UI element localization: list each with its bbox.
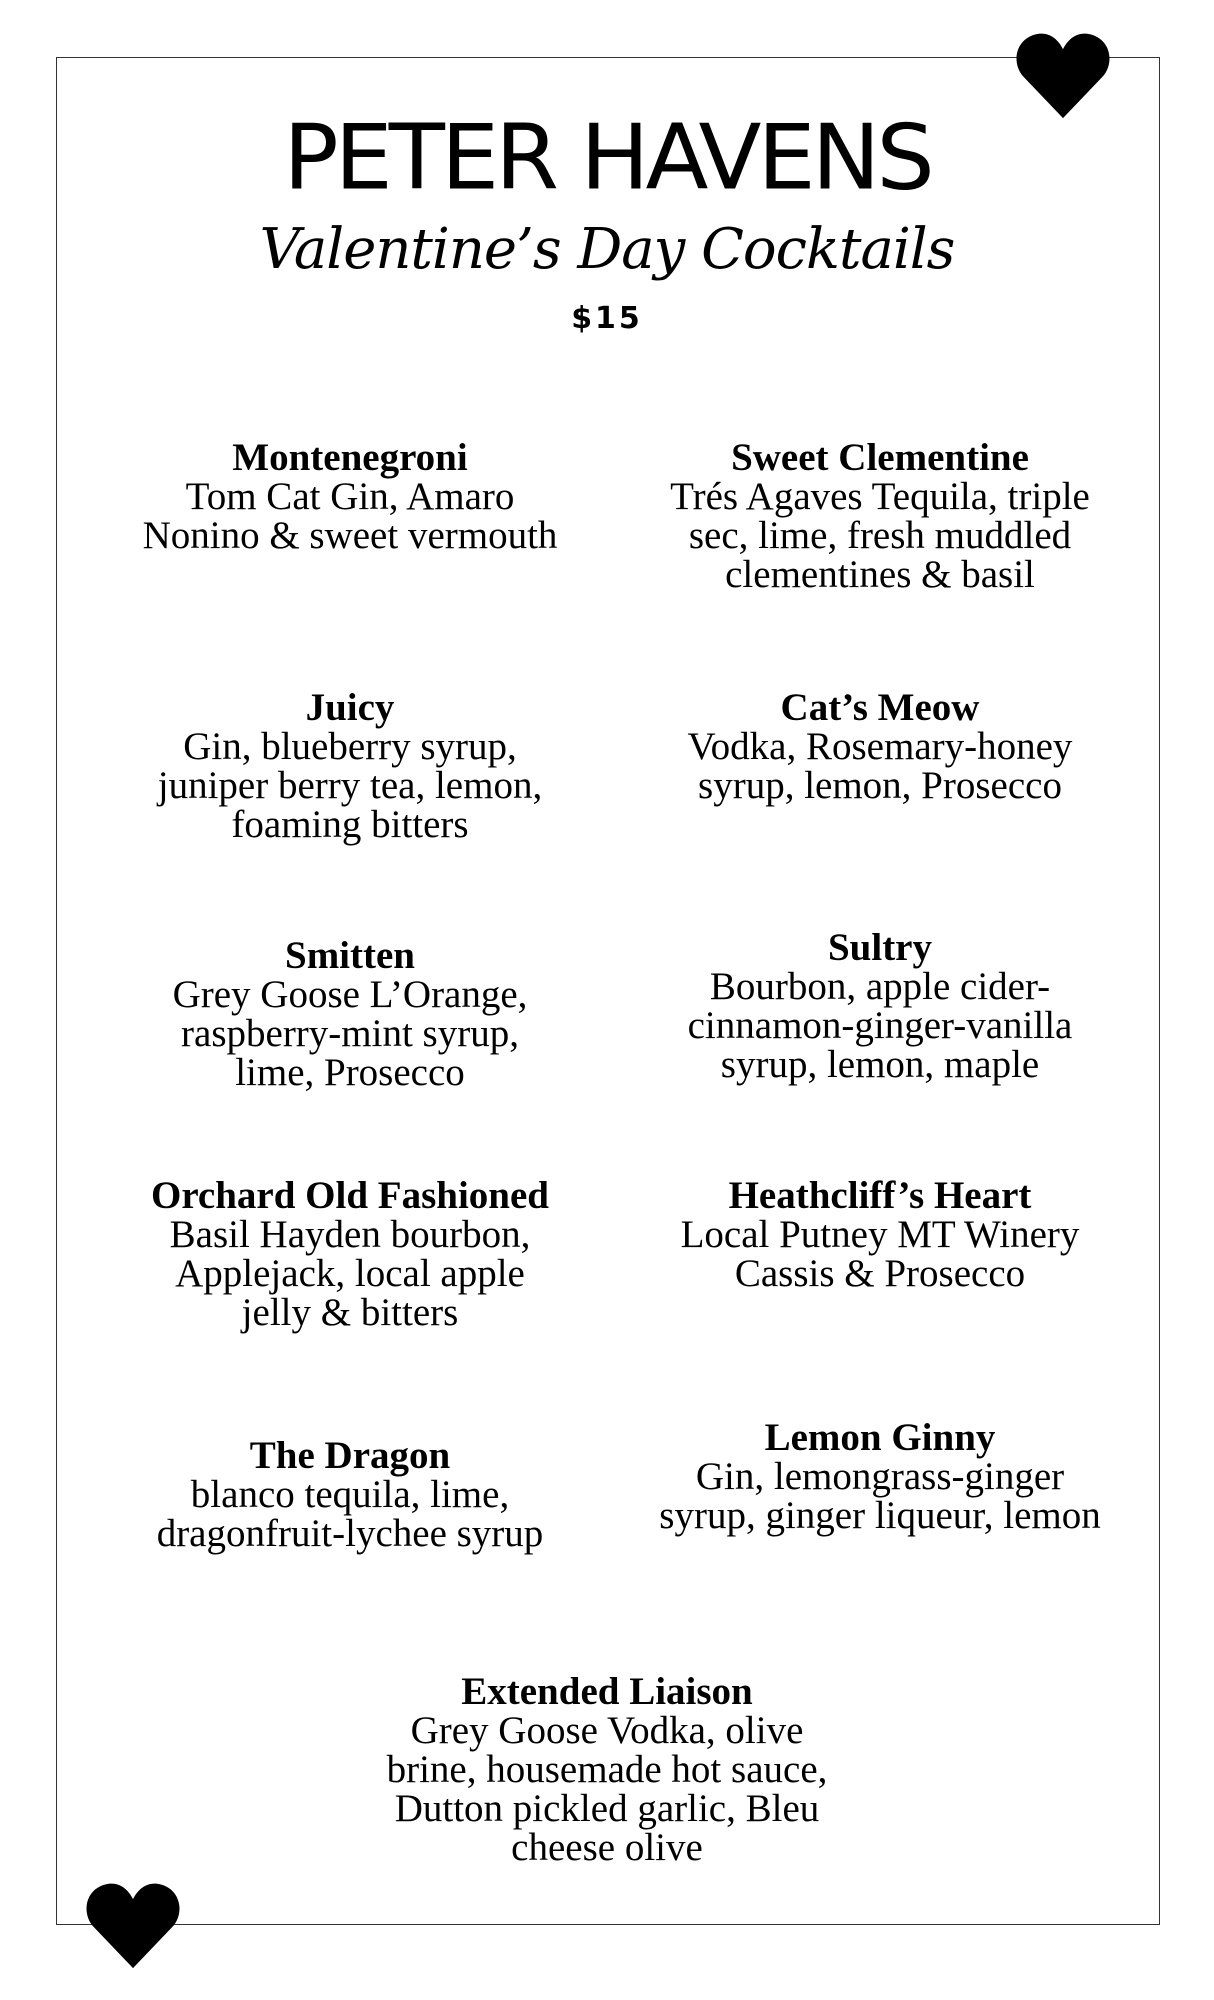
cocktail-name: Extended Liaison	[461, 1670, 753, 1713]
cocktail-name: Sweet Clementine	[731, 436, 1029, 479]
cocktail-item-juicy	[140, 688, 560, 844]
cocktail-description: blanco tequila, lime, dragonfruit-lychee syrup	[156, 1473, 544, 1555]
cocktail-description: Local Putney MT Winery Cassis & Prosecco	[680, 1213, 1080, 1295]
heart-icon	[1015, 30, 1111, 120]
cocktail-description: Bourbon, apple cider-cinnamon-ginger-vanilla syrup, lemon, maple	[687, 965, 1073, 1086]
cocktail-description: Basil Hayden bourbon, Applejack, local apple jelly & bitters	[169, 1213, 531, 1334]
cocktail-name: Lemon Ginny	[764, 1416, 996, 1459]
price-label: $15	[571, 301, 643, 336]
cocktail-item-extended-liaison	[370, 1672, 844, 1867]
cocktail-description: Vodka, Rosemary-honey syrup, lemon, Prosecco	[687, 725, 1073, 807]
cocktail-name: Sultry	[827, 926, 932, 969]
cocktail-item-lemon-ginny	[655, 1418, 1105, 1535]
cocktail-name: Montenegroni	[232, 436, 468, 479]
cocktail-name: Orchard Old Fashioned	[150, 1174, 550, 1217]
cocktail-item-the-dragon	[140, 1436, 560, 1553]
cocktail-item-orchard-old-fashioned	[140, 1176, 560, 1332]
cocktail-name: Smitten	[285, 934, 415, 977]
cocktail-description: Gin, blueberry syrup, juniper berry tea, lemon, foaming bitters	[157, 725, 543, 846]
heart-icon	[85, 1880, 181, 1970]
cocktail-description: Grey Goose Vodka, olive brine, housemade hot sauce, Dutton pickled garlic, Bleu cheese olive	[386, 1709, 828, 1869]
cocktail-name: The Dragon	[249, 1434, 451, 1477]
cocktail-item-sultry	[655, 928, 1105, 1084]
cocktail-description: Grey Goose L’Orange, raspberry-mint syrup, lime, Prosecco	[172, 973, 528, 1094]
cocktail-item-montenegroni	[140, 438, 560, 555]
cocktail-description: Gin, lemongrass-ginger syrup, ginger liqueur, lemon	[659, 1455, 1101, 1537]
cocktail-description: Tom Cat Gin, Amaro Nonino & sweet vermouth	[142, 475, 558, 557]
restaurant-title: PETER HAVENS	[283, 105, 931, 210]
cocktail-item-smitten	[140, 936, 560, 1092]
cocktail-name: Heathcliff’s Heart	[728, 1174, 1032, 1217]
cocktail-item-heathcliffs-heart	[655, 1176, 1105, 1293]
cocktail-item-sweet-clementine	[655, 438, 1105, 594]
cocktail-description: Trés Agaves Tequila, triple sec, lime, fresh muddled clementines & basil	[670, 475, 1090, 596]
cocktail-name: Cat’s Meow	[780, 686, 980, 729]
cocktail-item-cats-meow	[655, 688, 1105, 805]
cocktail-name: Juicy	[305, 686, 395, 729]
menu-subtitle: Valentine’s Day Cocktails	[259, 217, 955, 282]
